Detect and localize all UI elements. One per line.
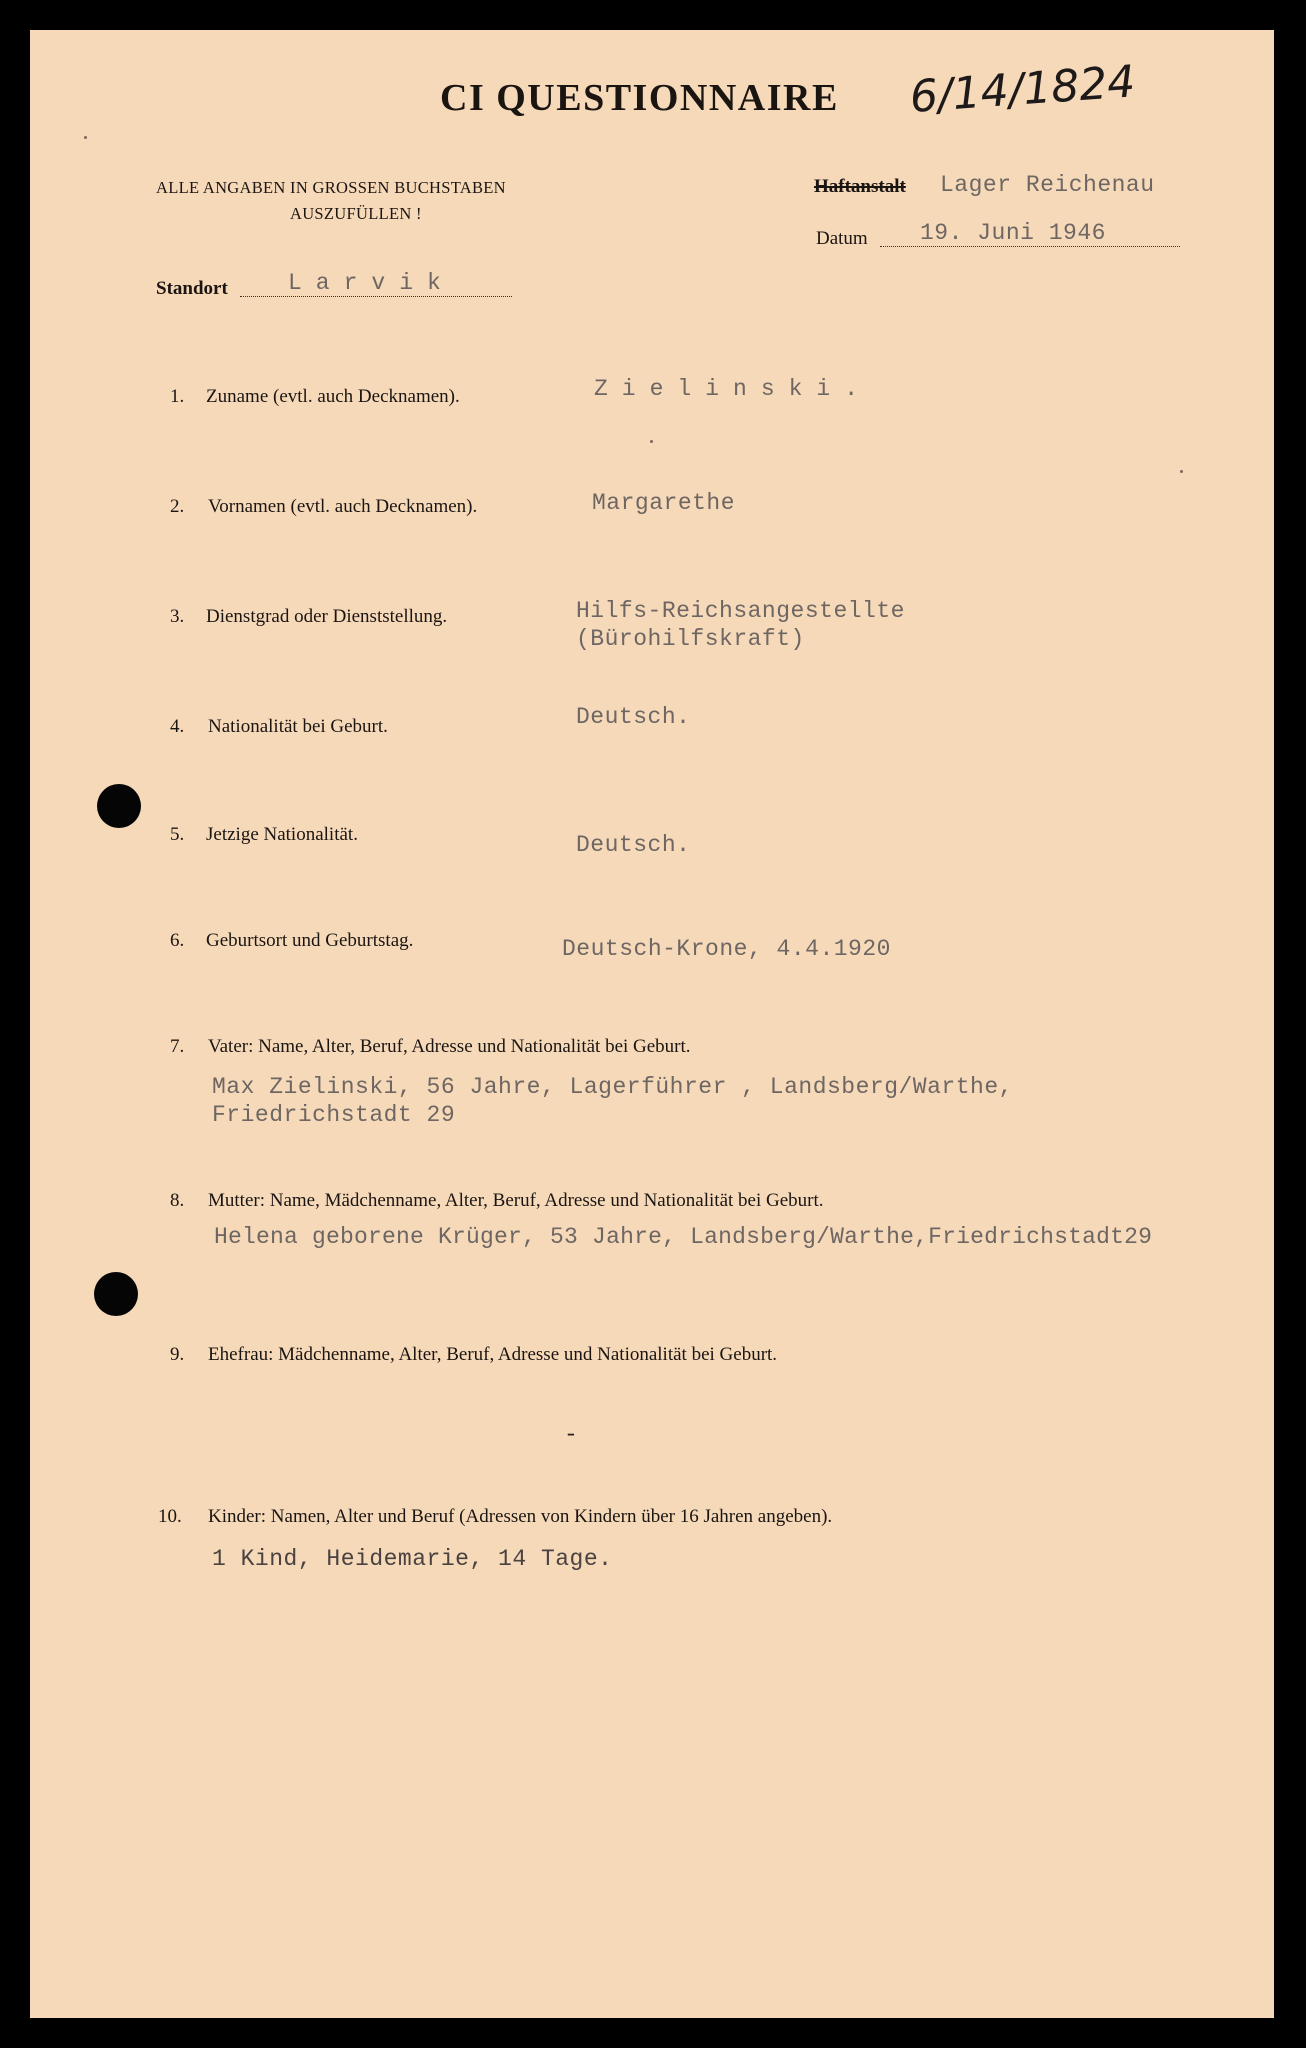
q2-answer: Margarethe — [592, 490, 736, 516]
q10-label: Kinder: Namen, Alter und Beruf (Adressen von Kindern über 16 Jahren angeben). — [208, 1506, 833, 1527]
datum-dotted-line — [880, 246, 1180, 247]
q5-number: 5. — [170, 824, 185, 845]
q2-label: Vornamen (evtl. auch Decknamen). — [208, 496, 478, 517]
standort-label: Standort — [156, 278, 228, 299]
paper-speck — [84, 136, 87, 139]
q7-answer-line-1: Max Zielinski, 56 Jahre, Lagerführer , Landsberg/Warthe, — [212, 1074, 1013, 1100]
paper-speck — [1180, 470, 1183, 473]
standort-dotted-line — [240, 296, 512, 297]
q5-label: Jetzige Nationalität. — [206, 824, 358, 845]
q3-number: 3. — [170, 606, 185, 627]
q9-answer: - — [564, 1422, 579, 1448]
q1-number: 1. — [170, 386, 185, 407]
q1-label: Zuname (evtl. auch Decknamen). — [206, 386, 460, 407]
q9-number: 9. — [170, 1344, 185, 1365]
q3-answer-line-1: Hilfs-Reichsangestellte — [576, 598, 905, 624]
q6-number: 6. — [170, 930, 185, 951]
q7-number: 7. — [170, 1036, 185, 1057]
q5-answer: Deutsch. — [576, 832, 691, 858]
q6-label: Geburtsort und Geburtstag. — [206, 930, 414, 951]
q4-number: 4. — [170, 716, 185, 737]
q8-answer: Helena geborene Krüger, 53 Jahre, Landsberg/Warthe,Friedrichstadt29 — [214, 1224, 1153, 1250]
punch-hole — [97, 784, 141, 828]
q7-label: Vater: Name, Alter, Beruf, Adresse und Nationalität bei Geburt. — [208, 1036, 691, 1057]
q4-label: Nationalität bei Geburt. — [208, 716, 388, 737]
q8-label: Mutter: Name, Mädchenname, Alter, Beruf, Adresse und Nationalität bei Geburt. — [208, 1190, 824, 1211]
punch-hole — [94, 1272, 138, 1316]
q8-number: 8. — [170, 1190, 185, 1211]
q6-answer: Deutsch-Krone, 4.4.1920 — [562, 936, 891, 962]
datum-value: 19. Juni 1946 — [920, 220, 1106, 246]
instruction-line-1: ALLE ANGABEN IN GROSSEN BUCHSTABEN — [156, 178, 506, 197]
standort-value: Larvik — [288, 270, 455, 296]
q1-answer: Zielinski. — [594, 376, 873, 402]
paper-speck — [650, 440, 653, 443]
q3-label: Dienstgrad oder Dienststellung. — [206, 606, 448, 627]
form-title: CI QUESTIONNAIRE — [440, 77, 839, 119]
questionnaire-page — [30, 30, 1274, 2018]
instruction-line-2: AUSZUFÜLLEN ! — [290, 204, 422, 223]
q7-answer-line-2: Friedrichstadt 29 — [212, 1102, 456, 1128]
handwritten-number: 6/14/1824 — [908, 56, 1137, 123]
haftanstalt-value: Lager Reichenau — [940, 172, 1155, 198]
q4-answer: Deutsch. — [576, 704, 691, 730]
q3-answer-line-2: (Bürohilfskraft) — [576, 626, 805, 652]
q9-label: Ehefrau: Mädchenname, Alter, Beruf, Adresse und Nationalität bei Geburt. — [208, 1344, 778, 1365]
datum-label: Datum — [816, 228, 868, 249]
haftanstalt-label: Haftanstalt — [814, 176, 906, 197]
q10-number: 10. — [158, 1506, 182, 1527]
q2-number: 2. — [170, 496, 185, 517]
q10-answer: 1 Kind, Heidemarie, 14 Tage. — [212, 1546, 613, 1572]
